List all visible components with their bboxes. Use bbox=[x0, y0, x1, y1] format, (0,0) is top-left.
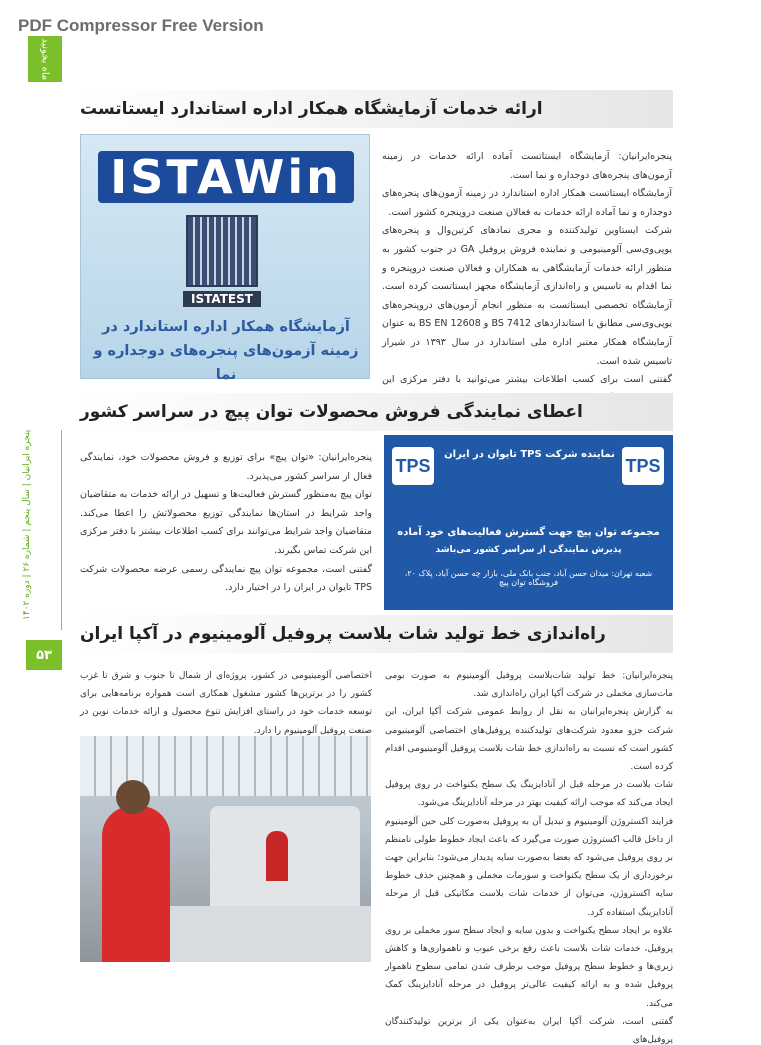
paragraph: گفتنی است برای کسب اطلاعات بیشتر می‌توانید با دفتر مرکزی این bbox=[382, 374, 672, 386]
paragraph: گفتنی است، مجموعه توان پیچ نمایندگی رسمی عرضه محصولات شرکت TPS تایوان در ایران را در اختیار دارد. bbox=[80, 563, 372, 594]
istatest-badge: ISTATEST bbox=[183, 291, 261, 307]
paragraph: پنجره‌ایرانیان: «توان پیچ» برای توزیع و فروش محصولات خود، نمایندگی فعال از سراسر کشور می‌پذیرد. bbox=[80, 452, 372, 482]
article-title: ارائه خدمات آزمایشگاه همکار اداره استاندارد ایستاتست bbox=[80, 99, 543, 119]
conveyor-table bbox=[150, 906, 371, 962]
tps-logo: TPS bbox=[622, 447, 664, 485]
article-tavan-pich bbox=[80, 393, 673, 611]
paragraph: علاوه بر ایجاد سطح یکنواخت و بدون سایه و ایجاد سطح سور مخملی بر روی پروفیل، خدمات شات بلاست باعث رفع برخی عیوب و ناهمواری‌ها و کاهش زبری‌ها و خطوط سطح پروفیل موجب برطرف شدن تمامی سطوح ناهموار پروفیل شده و به ارائه کیفیت عالی‌تر پروفیل در مرحله آنادایزینگ کمک می‌کند. bbox=[385, 925, 673, 1009]
article-akpa-iran bbox=[80, 615, 673, 1045]
paragraph: شات بلاست در مرحله قبل از آنادایزینگ یک سطح یکنواخت در روی پروفیل ایجاد می‌کند که موجب ارائه کیفیت بهتر در مرحله آنادایزینگ می‌شود. bbox=[385, 780, 673, 809]
paragraph: فرایند اکستروژن آلومینیوم و تبدیل آن به پروفیل به‌صورت کلی حین آلومینیوم از داخل قالب اکستروژن صورت می‌گیرد که باعث ایجاد خطوط طولی نامنظم بر روی پروفیل می‌شود که بعضا به‌صورت سایه پدیدار می‌شود؛ بنابراین جهت برخورداری از یک سطح یکنواخت و سورمات مخملی و همچنین حذف خطوط سایه اکستروژن، می‌توان از خدمات شات بلاست مکانیکی قبل از مرحله آنادایزینگ استفاده کرد. bbox=[385, 816, 673, 918]
watermark-text: PDF Compressor Free Version bbox=[18, 16, 264, 35]
factory-photo bbox=[80, 736, 371, 962]
tps-ad-header: نماینده شرکت TPS تایوان در ایران bbox=[444, 449, 615, 460]
istawin-caption: آزمایشگاه همکار اداره استاندارد در زمینه آزمون‌های پنجره‌های دوجداره و نما bbox=[93, 319, 359, 383]
article-title: راه‌اندازی خط تولید شات بلاست پروفیل آلومینیوم در آکپا ایران bbox=[80, 624, 606, 644]
article-body bbox=[382, 148, 672, 408]
article-body bbox=[80, 449, 372, 598]
tps-ad-line: پذیرش نمایندگی از سراسر کشور می‌باشد bbox=[435, 545, 622, 555]
tps-ad-address: شعبه تهران: میدان حسن آباد، جنب بانک ملی، بازار چه حسن آباد، پلاک ۲۰، فروشگاه توان پیچ bbox=[404, 569, 653, 587]
paragraph: اختصاصی آلومینیومی در کشور، پروژه‌ای از شمال تا جنوب و شرق تا غرب کشور را در برترین‌ها کشور مشغول همکاری است همواره برنامه‌هایی برای توسعه خدمات خود در راستای افزایش تنوع محصول و ارائه خدمات نوین در صنعت پروفیل آلومینیوم را دارد. bbox=[80, 671, 372, 736]
paragraph: شرکت ایستاوین تولیدکننده و مجری نمادهای کرتین‌وال و پنجره‌های یوپی‌وی‌سی آلومینیومی و نماینده فروش پروفیل GA در جنوب کشور به منظور ارائه خدمات آزمایشگاهی به همکاران و فعالان صنعت دروپنجره و نما اقدام به تاسیس و راه‌اندازی آزمایشگاه مجهز ایستاتست کرده است. آزمایشگاه تخصصی ایستاتست به منظور انجام آزمون‌های دروپنجره‌های یوپی‌وی‌سی مطابق با استانداردهای BS 7412 و BS EN 12608 به عنوان آزمایشگاه همکار معتبر اداره ملی استاندارد در سال ۱۳۹۳ در شیراز تاسیس شده است. bbox=[382, 225, 673, 367]
page-number: ۵۳ bbox=[26, 640, 62, 670]
article-title: اعطای نمایندگی فروش محصولات توان پیچ در سراسر کشور bbox=[80, 402, 583, 422]
article-istatest bbox=[80, 90, 673, 386]
paragraph: آزمایشگاه ایستاتست همکار اداره استاندارد در زمینه آزمون‌های پنجره‌های دوجداره و نما آماده ارائه خدمات به فعالان صنعت دروپنجره کشور است. bbox=[382, 188, 672, 218]
paragraph: پنجره‌ایرانیان: خط تولید شات‌بلاست پروفیل آلومینیوم به صورت بومی مات‌سازی مخملی در شرکت آکپا ایران راه‌اندازی شد. bbox=[385, 671, 673, 700]
paragraph: گفتنی است، شرکت آکپا ایران به‌عنوان یکی از برترین تولیدکنندگان پروفیل‌های bbox=[385, 1016, 673, 1045]
worker-figure bbox=[102, 806, 170, 962]
article-title-bar bbox=[80, 90, 673, 128]
paragraph: به گزارش پنجره‌ایرانیان به نقل از روابط عمومی شرکت آکپا ایران، این شرکت جزو معدود شرکت‌های تولیدکننده پروفیل‌های اختصاصی آلومینیومی کشور است که نسبت به راه‌اندازی خط شات بلاست پروفیل آلومینیومی اقدام کرده است. bbox=[385, 707, 673, 773]
paragraph: پنجره‌ایرانیان: آزمایشگاه ایستاتست آماده ارائه خدمات در زمینه آزمون‌های پنجره‌های دوجداره و نما است. bbox=[382, 151, 672, 181]
paragraph: توان پیچ به‌منظور گسترش فعالیت‌ها و تسهیل در ارائه خدمات به متقاضیان واجد شرایط در استان‌ها نمایندگی توزیع محصولاتش را اعطا می‌کند. متقاضیان واجد شرایط می‌توانند برای کسب اطلاعات بیشتر با دفتر مرکزی این شرکت تماس بگیرند. bbox=[80, 489, 372, 556]
article-title-bar bbox=[80, 615, 673, 653]
tps-ad-line: مجموعه توان پیچ جهت گسترش فعالیت‌های خود آماده bbox=[397, 527, 660, 538]
worker-head bbox=[116, 780, 150, 814]
window-grid-icon bbox=[186, 215, 258, 287]
tps-advert-image bbox=[384, 435, 673, 610]
article-title-bar bbox=[80, 393, 673, 431]
magazine-issue-label: پنجره ایرانیان | سال پنجم | شماره ۲۶ | دوره ۱۴۰۲ bbox=[22, 429, 32, 620]
article-body-left bbox=[80, 667, 372, 740]
istawin-advert-image bbox=[80, 134, 370, 383]
section-tab: ماه بخونید bbox=[28, 36, 62, 82]
worker-figure bbox=[266, 831, 288, 881]
tps-logo: TPS bbox=[392, 447, 434, 485]
article-body-right bbox=[385, 667, 673, 1045]
istawin-logo: ISTAWin bbox=[98, 151, 354, 203]
